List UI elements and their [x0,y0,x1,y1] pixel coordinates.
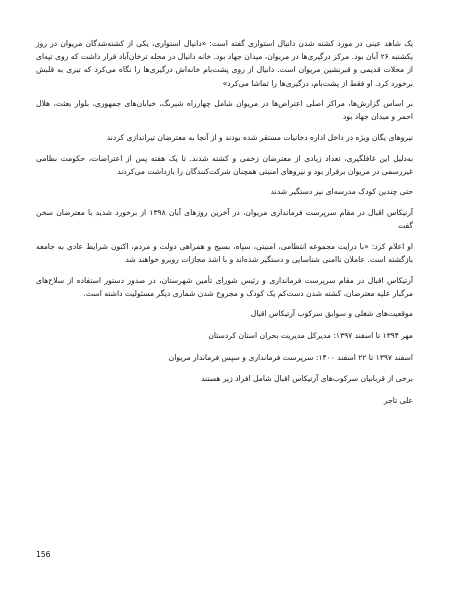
career-item: مهر ۱۳۹۴ تا اسفند ۱۳۹۷: مدیرکل مدیریت بحران استان کردستان [208,331,413,341]
victims-intro: برخی از قربانیان سرکوب‌های آرتیکاس اقبال شامل افراد زیر هستند [201,374,413,384]
page-number: 156 [36,550,51,559]
career-item: اسفند ۱۳۹۷ تا ۲۲ اسفند ۱۴۰۰: سرپرست فرمانداری و سپس فرماندار مریوان [168,352,413,362]
paragraph-children-arrested: حتی چندین کودک مدرسه‌ای نیز دستگیر شدند [270,187,413,197]
paragraph-casualties: به‌دلیل این غافلگیری، تعداد زیادی از معترضان زخمی و کشته شدند. تا یک هفته پس از اعتراضات، حکومت نظامی غیررسمی در مریوان برقرار بود و نیروهای امنیتی همچنان شرکت‌کنندگان را بازداشت می‌کردند [36,153,413,176]
paragraph-quote: او اعلام کرد: «با درایت مجموعه انتظامی، امنیتی، سپاه، بسیج و همراهی دولت و مردم، اکنون شرایط عادی به جامعه بازگشته است. عاملان ناامنی شناسایی و دستگیر شده‌اند و با اشد مجازات روبرو خواهند شد [36,241,413,264]
paragraph-witness-account: یک شاهد عینی در مورد کشته شدن دانیال استواری گفته است: «دانیال استواری، یکی از کشته‌شدگان مریوان در روز یکشنبه ۲۶ آبان بود. مرکز درگیری‌ها در مریوان، میدان جهاد بود. خانه دانیال در محله ترخان‌آباد قرار داشت که روی تپه‌ای از محلات قدیمی و قبرنشین مریوان است. دانیال از روی پشت‌بام خانه‌اش درگیری‌ها را نگاه می‌کرد که تیری به قلبش برخورد کرد. او فقط از پشت‌بام، درگیری‌ها را تماشا می‌کرد» [36,39,413,88]
paragraph-protest-centers: بر اساس گزارش‌ها، مراکز اصلی اعتراض‌ها در مریوان شامل چهارراه شیرنگ، خیابان‌های جمهوری، بلوار بعثت، هلال احمر و میدان جهاد بود [36,99,413,122]
paragraph-responsibility: آرتیکاس اقبال در مقام سرپرست فرمانداری و رئیس شورای تأمین شهرستان، در صدور دستور استفاده از سلاح‌های مرگبار علیه معترضان، کشته شدن دست‌کم یک کودک و مجروح شدن شماری دیگر مسئولیت داشته است. [36,275,413,298]
paragraph-governor-statement: آرتیکاس اقبال در مقام سرپرست فرمانداری مریوان، در آخرین روزهای آبان ۱۳۹۸ از برخورد شدید با معترضان سخن گفت [36,207,413,231]
career-heading: موقعیت‌های شغلی و سوابق سرکوب آرتیکاس اقبال [250,309,413,319]
document-body [36,37,413,416]
paragraph-special-forces: نیروهای یگان ویژه در داخل اداره دخانیات مستقر شده بودند و از آنجا به معترضان تیراندازی کردند [106,133,413,142]
victim-name: علی تاجر [383,396,413,406]
